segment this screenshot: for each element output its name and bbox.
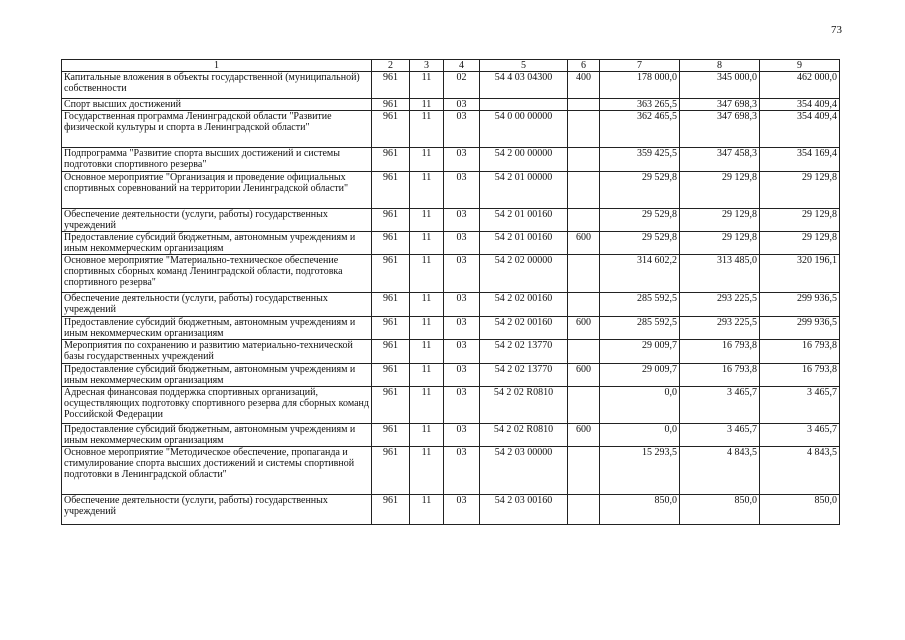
cell-col7: 850,0 (600, 495, 680, 525)
cell-col5: 54 2 02 13770 (480, 364, 568, 387)
cell-col3: 11 (410, 148, 444, 172)
cell-col4: 03 (444, 232, 480, 255)
cell-col3: 11 (410, 99, 444, 111)
cell-col8: 850,0 (680, 495, 760, 525)
cell-col3: 11 (410, 255, 444, 293)
table-row (62, 99, 840, 111)
cell-col6: 600 (568, 424, 600, 447)
cell-col7: 285 592,5 (600, 317, 680, 340)
cell-col8: 16 793,8 (680, 364, 760, 387)
cell-col8: 29 129,8 (680, 172, 760, 209)
cell-col6 (568, 447, 600, 495)
cell-col5: 54 2 03 00000 (480, 447, 568, 495)
cell-col4: 03 (444, 364, 480, 387)
cell-col5: 54 2 03 00160 (480, 495, 568, 525)
row-name: Предоставление субсидий бюджетным, автономным учреждениям и иным некоммерческим организациям (62, 364, 372, 387)
cell-col5: 54 2 01 00000 (480, 172, 568, 209)
cell-col4: 03 (444, 340, 480, 364)
cell-col2: 961 (372, 340, 410, 364)
row-name: Мероприятия по сохранению и развитию материально-технической базы государственных учреждений (62, 340, 372, 364)
cell-col7: 29 529,8 (600, 232, 680, 255)
cell-col6 (568, 111, 600, 148)
cell-col3: 11 (410, 340, 444, 364)
cell-col7: 0,0 (600, 424, 680, 447)
cell-col7: 285 592,5 (600, 293, 680, 317)
cell-col5: 54 2 02 00160 (480, 293, 568, 317)
table-row (62, 364, 840, 387)
cell-col9: 354 409,4 (760, 99, 840, 111)
cell-col4: 03 (444, 424, 480, 447)
cell-col9: 354 409,4 (760, 111, 840, 148)
cell-col4: 03 (444, 99, 480, 111)
table-row (62, 111, 840, 148)
table-row (62, 209, 840, 232)
cell-col7: 363 265,5 (600, 99, 680, 111)
cell-col3: 11 (410, 495, 444, 525)
budget-table (61, 59, 840, 525)
cell-col9: 299 936,5 (760, 293, 840, 317)
cell-col3: 11 (410, 209, 444, 232)
cell-col7: 178 000,0 (600, 72, 680, 99)
cell-col5: 54 2 02 00160 (480, 317, 568, 340)
cell-col6 (568, 209, 600, 232)
cell-col4: 03 (444, 447, 480, 495)
cell-col4: 03 (444, 172, 480, 209)
row-name: Основное мероприятие "Материально-техническое обеспечение спортивных сборных команд Ленинградской области, подготовка спортивного резерва" (62, 255, 372, 293)
page-number: 73 (831, 24, 842, 36)
table-row (62, 255, 840, 293)
cell-col9: 4 843,5 (760, 447, 840, 495)
row-name: Государственная программа Ленинградской области "Развитие физической культуры и спорта в Ленинградской области" (62, 111, 372, 148)
cell-col9: 29 129,8 (760, 172, 840, 209)
row-name: Спорт высших достижений (62, 99, 372, 111)
cell-col8: 293 225,5 (680, 317, 760, 340)
cell-col2: 961 (372, 72, 410, 99)
cell-col6: 400 (568, 72, 600, 99)
cell-col6 (568, 495, 600, 525)
cell-col7: 15 293,5 (600, 447, 680, 495)
cell-col6 (568, 293, 600, 317)
cell-col9: 16 793,8 (760, 364, 840, 387)
cell-col3: 11 (410, 111, 444, 148)
cell-col9: 3 465,7 (760, 387, 840, 424)
column-header: 8 (680, 60, 760, 72)
cell-col2: 961 (372, 424, 410, 447)
cell-col6 (568, 255, 600, 293)
cell-col2: 961 (372, 111, 410, 148)
cell-col9: 462 000,0 (760, 72, 840, 99)
cell-col6: 600 (568, 317, 600, 340)
row-name: Капитальные вложения в объекты государственной (муниципальной) собственности (62, 72, 372, 99)
table-row (62, 387, 840, 424)
cell-col4: 03 (444, 148, 480, 172)
cell-col7: 362 465,5 (600, 111, 680, 148)
cell-col7: 359 425,5 (600, 148, 680, 172)
cell-col6 (568, 99, 600, 111)
table-row (62, 424, 840, 447)
cell-col5: 54 2 02 R0810 (480, 387, 568, 424)
cell-col9: 850,0 (760, 495, 840, 525)
cell-col3: 11 (410, 232, 444, 255)
cell-col8: 4 843,5 (680, 447, 760, 495)
cell-col8: 3 465,7 (680, 424, 760, 447)
cell-col6 (568, 172, 600, 209)
cell-col5: 54 2 02 00000 (480, 255, 568, 293)
header-row (62, 60, 840, 72)
cell-col7: 29 529,8 (600, 209, 680, 232)
cell-col9: 299 936,5 (760, 317, 840, 340)
cell-col4: 02 (444, 72, 480, 99)
table-row (62, 293, 840, 317)
column-header: 2 (372, 60, 410, 72)
cell-col5 (480, 99, 568, 111)
cell-col4: 03 (444, 209, 480, 232)
cell-col8: 3 465,7 (680, 387, 760, 424)
table-row (62, 72, 840, 99)
cell-col2: 961 (372, 293, 410, 317)
table-row (62, 447, 840, 495)
cell-col5: 54 4 03 04300 (480, 72, 568, 99)
cell-col5: 54 2 00 00000 (480, 148, 568, 172)
row-name: Подпрограмма "Развитие спорта высших достижений и системы подготовки спортивного резерва" (62, 148, 372, 172)
cell-col6: 600 (568, 364, 600, 387)
cell-col9: 29 129,8 (760, 209, 840, 232)
cell-col5: 54 2 01 00160 (480, 209, 568, 232)
cell-col4: 03 (444, 495, 480, 525)
cell-col7: 0,0 (600, 387, 680, 424)
row-name: Основное мероприятие "Методическое обеспечение, пропаганда и стимулирование спорта высших достижений и системы спортивной подготовки в Ленинградской области" (62, 447, 372, 495)
cell-col5: 54 2 01 00160 (480, 232, 568, 255)
table-row (62, 317, 840, 340)
cell-col6: 600 (568, 232, 600, 255)
cell-col3: 11 (410, 293, 444, 317)
row-name: Обеспечение деятельности (услуги, работы) государственных учреждений (62, 209, 372, 232)
cell-col8: 345 000,0 (680, 72, 760, 99)
cell-col7: 29 529,8 (600, 172, 680, 209)
cell-col8: 29 129,8 (680, 209, 760, 232)
column-header: 1 (62, 60, 372, 72)
cell-col8: 313 485,0 (680, 255, 760, 293)
cell-col4: 03 (444, 293, 480, 317)
cell-col2: 961 (372, 387, 410, 424)
cell-col8: 16 793,8 (680, 340, 760, 364)
cell-col2: 961 (372, 447, 410, 495)
row-name: Предоставление субсидий бюджетным, автономным учреждениям и иным некоммерческим организациям (62, 317, 372, 340)
cell-col8: 347 458,3 (680, 148, 760, 172)
table-row (62, 340, 840, 364)
cell-col2: 961 (372, 148, 410, 172)
cell-col6 (568, 387, 600, 424)
cell-col3: 11 (410, 387, 444, 424)
cell-col6 (568, 148, 600, 172)
cell-col4: 03 (444, 387, 480, 424)
row-name: Обеспечение деятельности (услуги, работы) государственных учреждений (62, 495, 372, 525)
cell-col8: 347 698,3 (680, 111, 760, 148)
cell-col2: 961 (372, 172, 410, 209)
cell-col3: 11 (410, 447, 444, 495)
column-header: 5 (480, 60, 568, 72)
cell-col4: 03 (444, 255, 480, 293)
cell-col8: 347 698,3 (680, 99, 760, 111)
row-name: Адресная финансовая поддержка спортивных организаций, осуществляющих подготовку спортивного резерва для сборных команд Российской Федерации (62, 387, 372, 424)
cell-col3: 11 (410, 317, 444, 340)
cell-col5: 54 0 00 00000 (480, 111, 568, 148)
cell-col3: 11 (410, 364, 444, 387)
column-header: 7 (600, 60, 680, 72)
row-name: Предоставление субсидий бюджетным, автономным учреждениям и иным некоммерческим организациям (62, 232, 372, 255)
cell-col2: 961 (372, 317, 410, 340)
cell-col9: 320 196,1 (760, 255, 840, 293)
cell-col9: 354 169,4 (760, 148, 840, 172)
cell-col5: 54 2 02 R0810 (480, 424, 568, 447)
cell-col7: 29 009,7 (600, 340, 680, 364)
cell-col9: 3 465,7 (760, 424, 840, 447)
column-header: 3 (410, 60, 444, 72)
cell-col9: 29 129,8 (760, 232, 840, 255)
column-header: 6 (568, 60, 600, 72)
cell-col2: 961 (372, 255, 410, 293)
cell-col2: 961 (372, 495, 410, 525)
column-header: 4 (444, 60, 480, 72)
cell-col8: 293 225,5 (680, 293, 760, 317)
cell-col3: 11 (410, 172, 444, 209)
cell-col2: 961 (372, 232, 410, 255)
row-name: Обеспечение деятельности (услуги, работы) государственных учреждений (62, 293, 372, 317)
row-name: Основное мероприятие "Организация и проведение официальных спортивных соревнований на территории Ленинградской области" (62, 172, 372, 209)
cell-col5: 54 2 02 13770 (480, 340, 568, 364)
table-row (62, 495, 840, 525)
table-row (62, 148, 840, 172)
cell-col2: 961 (372, 99, 410, 111)
cell-col2: 961 (372, 209, 410, 232)
table-row (62, 172, 840, 209)
row-name: Предоставление субсидий бюджетным, автономным учреждениям и иным некоммерческим организациям (62, 424, 372, 447)
cell-col6 (568, 340, 600, 364)
cell-col8: 29 129,8 (680, 232, 760, 255)
cell-col3: 11 (410, 72, 444, 99)
cell-col7: 314 602,2 (600, 255, 680, 293)
column-header: 9 (760, 60, 840, 72)
cell-col4: 03 (444, 111, 480, 148)
table-body (62, 72, 840, 525)
cell-col4: 03 (444, 317, 480, 340)
cell-col3: 11 (410, 424, 444, 447)
cell-col2: 961 (372, 364, 410, 387)
cell-col7: 29 009,7 (600, 364, 680, 387)
table-row (62, 232, 840, 255)
cell-col9: 16 793,8 (760, 340, 840, 364)
